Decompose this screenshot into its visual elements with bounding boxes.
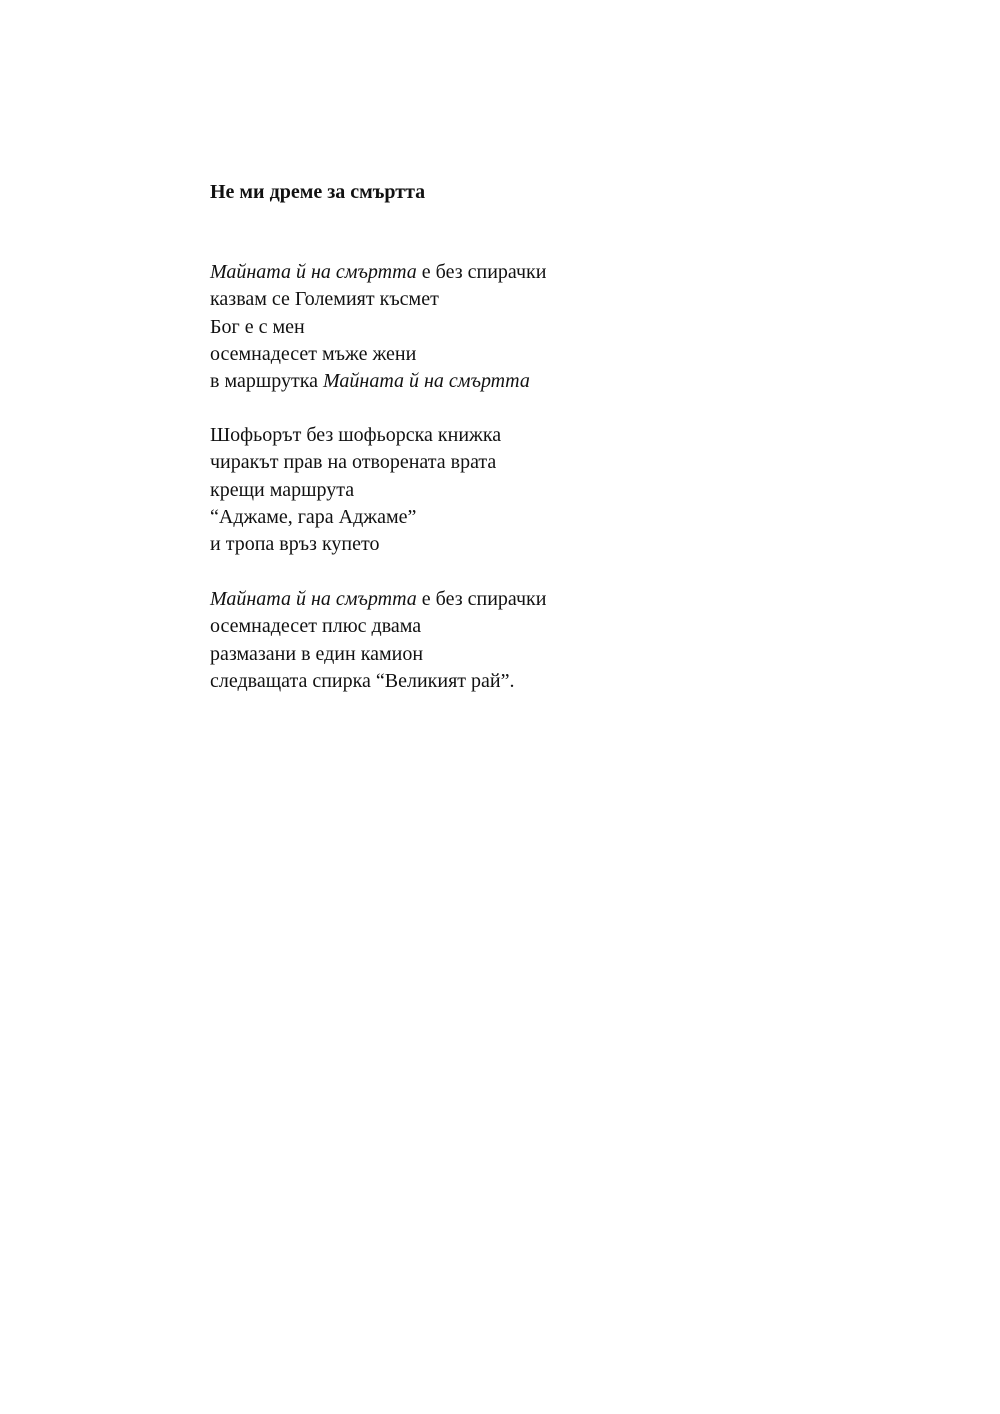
poem-line: размазани в един камион bbox=[210, 642, 424, 665]
poem-line: крещи маршрута bbox=[210, 478, 355, 501]
poem-line: чиракът прав на отворената врата bbox=[210, 451, 497, 474]
poem-line bbox=[210, 368, 546, 395]
italic-phrase: Майната й на смъртта bbox=[323, 370, 530, 393]
italic-phrase: Майната й на смъртта bbox=[210, 261, 417, 283]
poem-line: и тропа връз купето bbox=[210, 533, 380, 556]
stanza-2 bbox=[210, 422, 501, 558]
poem-line: “Аджаме, гара Аджаме” bbox=[210, 505, 417, 528]
stanza-1 bbox=[210, 259, 546, 395]
italic-phrase: Майната й на смъртта bbox=[210, 588, 417, 610]
poem-line bbox=[210, 586, 546, 613]
line-text: в маршрутка bbox=[210, 370, 324, 393]
poem-line: казвам се Големият късмет bbox=[210, 288, 439, 311]
poem-line: Шофьорът без шофьорска книжка bbox=[210, 424, 502, 446]
poem-line: Бог е с мен bbox=[210, 315, 305, 338]
stanza-3 bbox=[210, 586, 546, 695]
poem-line: следващата спирка “Великият рай”. bbox=[210, 669, 515, 692]
poem-title: Не ми дреме за смъртта bbox=[210, 181, 426, 203]
poem-line: осемнадесет плюс двама bbox=[210, 615, 422, 638]
poem-line bbox=[210, 259, 546, 286]
poem-line: осемнадесет мъже жени bbox=[210, 342, 417, 365]
line-text: е без спирачки bbox=[416, 588, 547, 610]
line-text: е без спирачки bbox=[416, 261, 547, 283]
